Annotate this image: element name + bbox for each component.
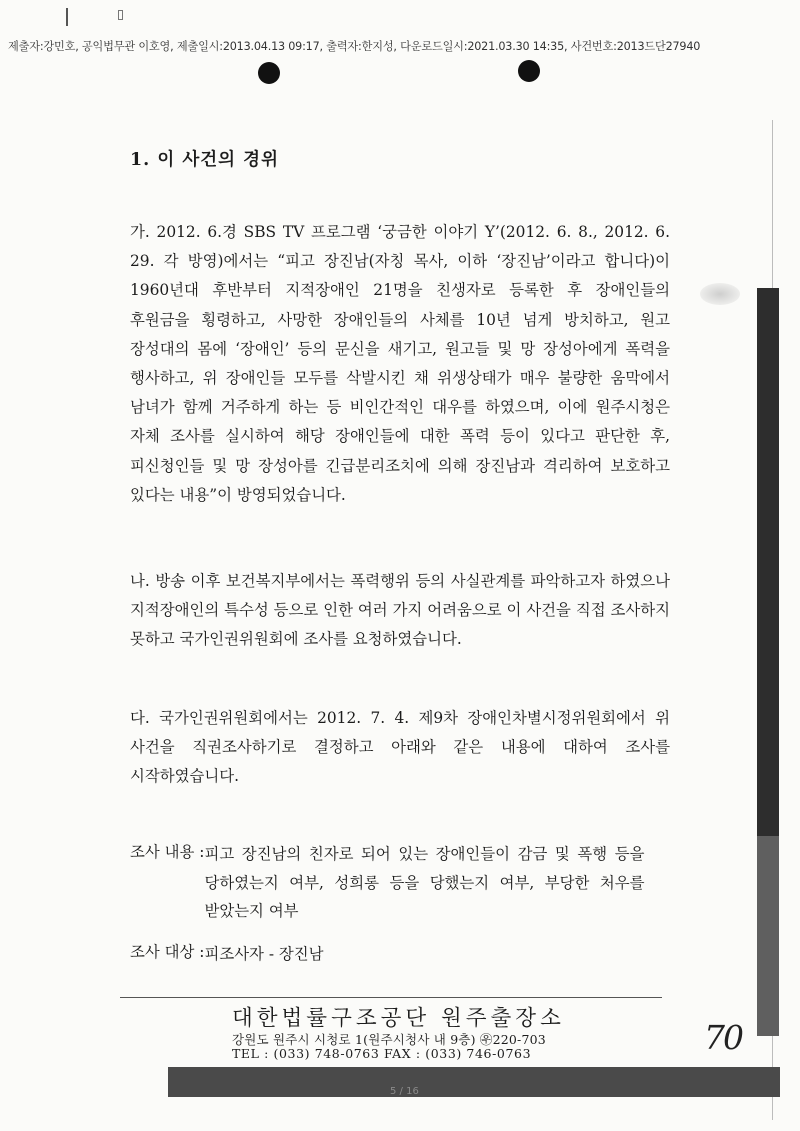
paragraph-ga: [130, 218, 670, 510]
scan-smudge: [700, 283, 740, 305]
paragraph-da: [130, 704, 670, 792]
scan-mark: [118, 10, 123, 20]
survey-target-text: 피조사자 - 장진남: [204, 945, 324, 963]
survey-target: [130, 940, 690, 969]
paragraph-na: [130, 567, 670, 655]
scan-mark: [66, 8, 68, 26]
survey-content-text: 피고 장진남의 친자로 되어 있는 장애인들이 감금 및 폭행 등을 당하였는지 여부, 성희롱 등을 당했는지 여부, 부당한 처우를 받았는지 여부: [204, 845, 645, 920]
paragraph-da-text: 다. 국가인권위원회에서는 2012. 7. 4. 제9차 장애인차별시정위원회에서 위 사건을 직권조사하기로 결정하고 아래와 같은 내용에 대하여 조사를 시작하였습니다.: [130, 709, 670, 786]
scan-shadow-bar: [757, 288, 779, 836]
footer-divider: [120, 997, 662, 998]
survey-target-label: 조사 대상 :: [130, 943, 205, 961]
section-title: 1. 이 사건의 경위: [130, 150, 279, 170]
scan-shadow-bar: [757, 836, 779, 1036]
org-address: 강원도 원주시 시청로 1(원주시청사 내 9층) ㉾220-703: [232, 1032, 546, 1047]
scan-shadow-bar-bottom: [168, 1067, 780, 1097]
submission-info-header: 제출자:강민호, 공익법무관 이호영, 제출일시:2013.04.13 09:17, 출력자:한지성, 다운로드일시:2021.03.30 14:35, 사건번호:2013드단27940: [8, 40, 701, 53]
paragraph-ga-text: 가. 2012. 6.경 SBS TV 프로그램 ‘궁금한 이야기 Y’(2012. 6. 8., 2012. 6. 29. 각 방영)에서는 “피고 장진남(자칭 목사, 이하 ‘장진남’이라고 합니다)이 1960년대 후반부터 지적장애인 21명을 친생자로 등록한 후 장애인들의 후원금을 횡령하고, 사망한 장애인들의 사체를 10년 넘게 방치하고, 원고 장성대의 몸에 ‘장애인’ 등의 문신을 새기고, 원고들 및 망 장성아에게 폭력을 행사하고, 위 장애인들 모두를 삭발시킨 채 위생상태가 매우 불량한 움막에서 남녀가 함께 거주하게 하는 등 비인간적인 대우를 하였으며, 이에 원주시청은 자체 조사를 실시하여 해당 장애인들에 대한 폭력 등이 있다고 판단한 후, 피신청인들 및 망 장성아를 긴급분리조치에 의해 장진남과 격리하여 보호하고 있다는 내용”이 방영되었습니다.: [130, 223, 670, 504]
paragraph-na-text: 나. 방송 이후 보건복지부에서는 폭력행위 등의 사실관계를 파악하고자 하였으나 지적장애인의 특수성 등으로 인한 여러 가지 어려움으로 이 사건을 직접 조사하지 못하고 국가인권위원회에 조사를 요청하였습니다.: [130, 572, 670, 649]
page-number: 5 / 16: [390, 1086, 419, 1097]
punch-hole-left: [258, 62, 280, 84]
survey-content: [130, 840, 690, 926]
survey-content-label: 조사 내용 :: [130, 843, 205, 861]
punch-hole-right: [518, 60, 540, 82]
org-phone-fax: TEL : (033) 748-0763 FAX : (033) 746-0763: [232, 1046, 532, 1061]
handwritten-page-number: 70: [704, 1018, 742, 1057]
org-name: 대한법률구조공단 원주출장소: [232, 1006, 565, 1031]
